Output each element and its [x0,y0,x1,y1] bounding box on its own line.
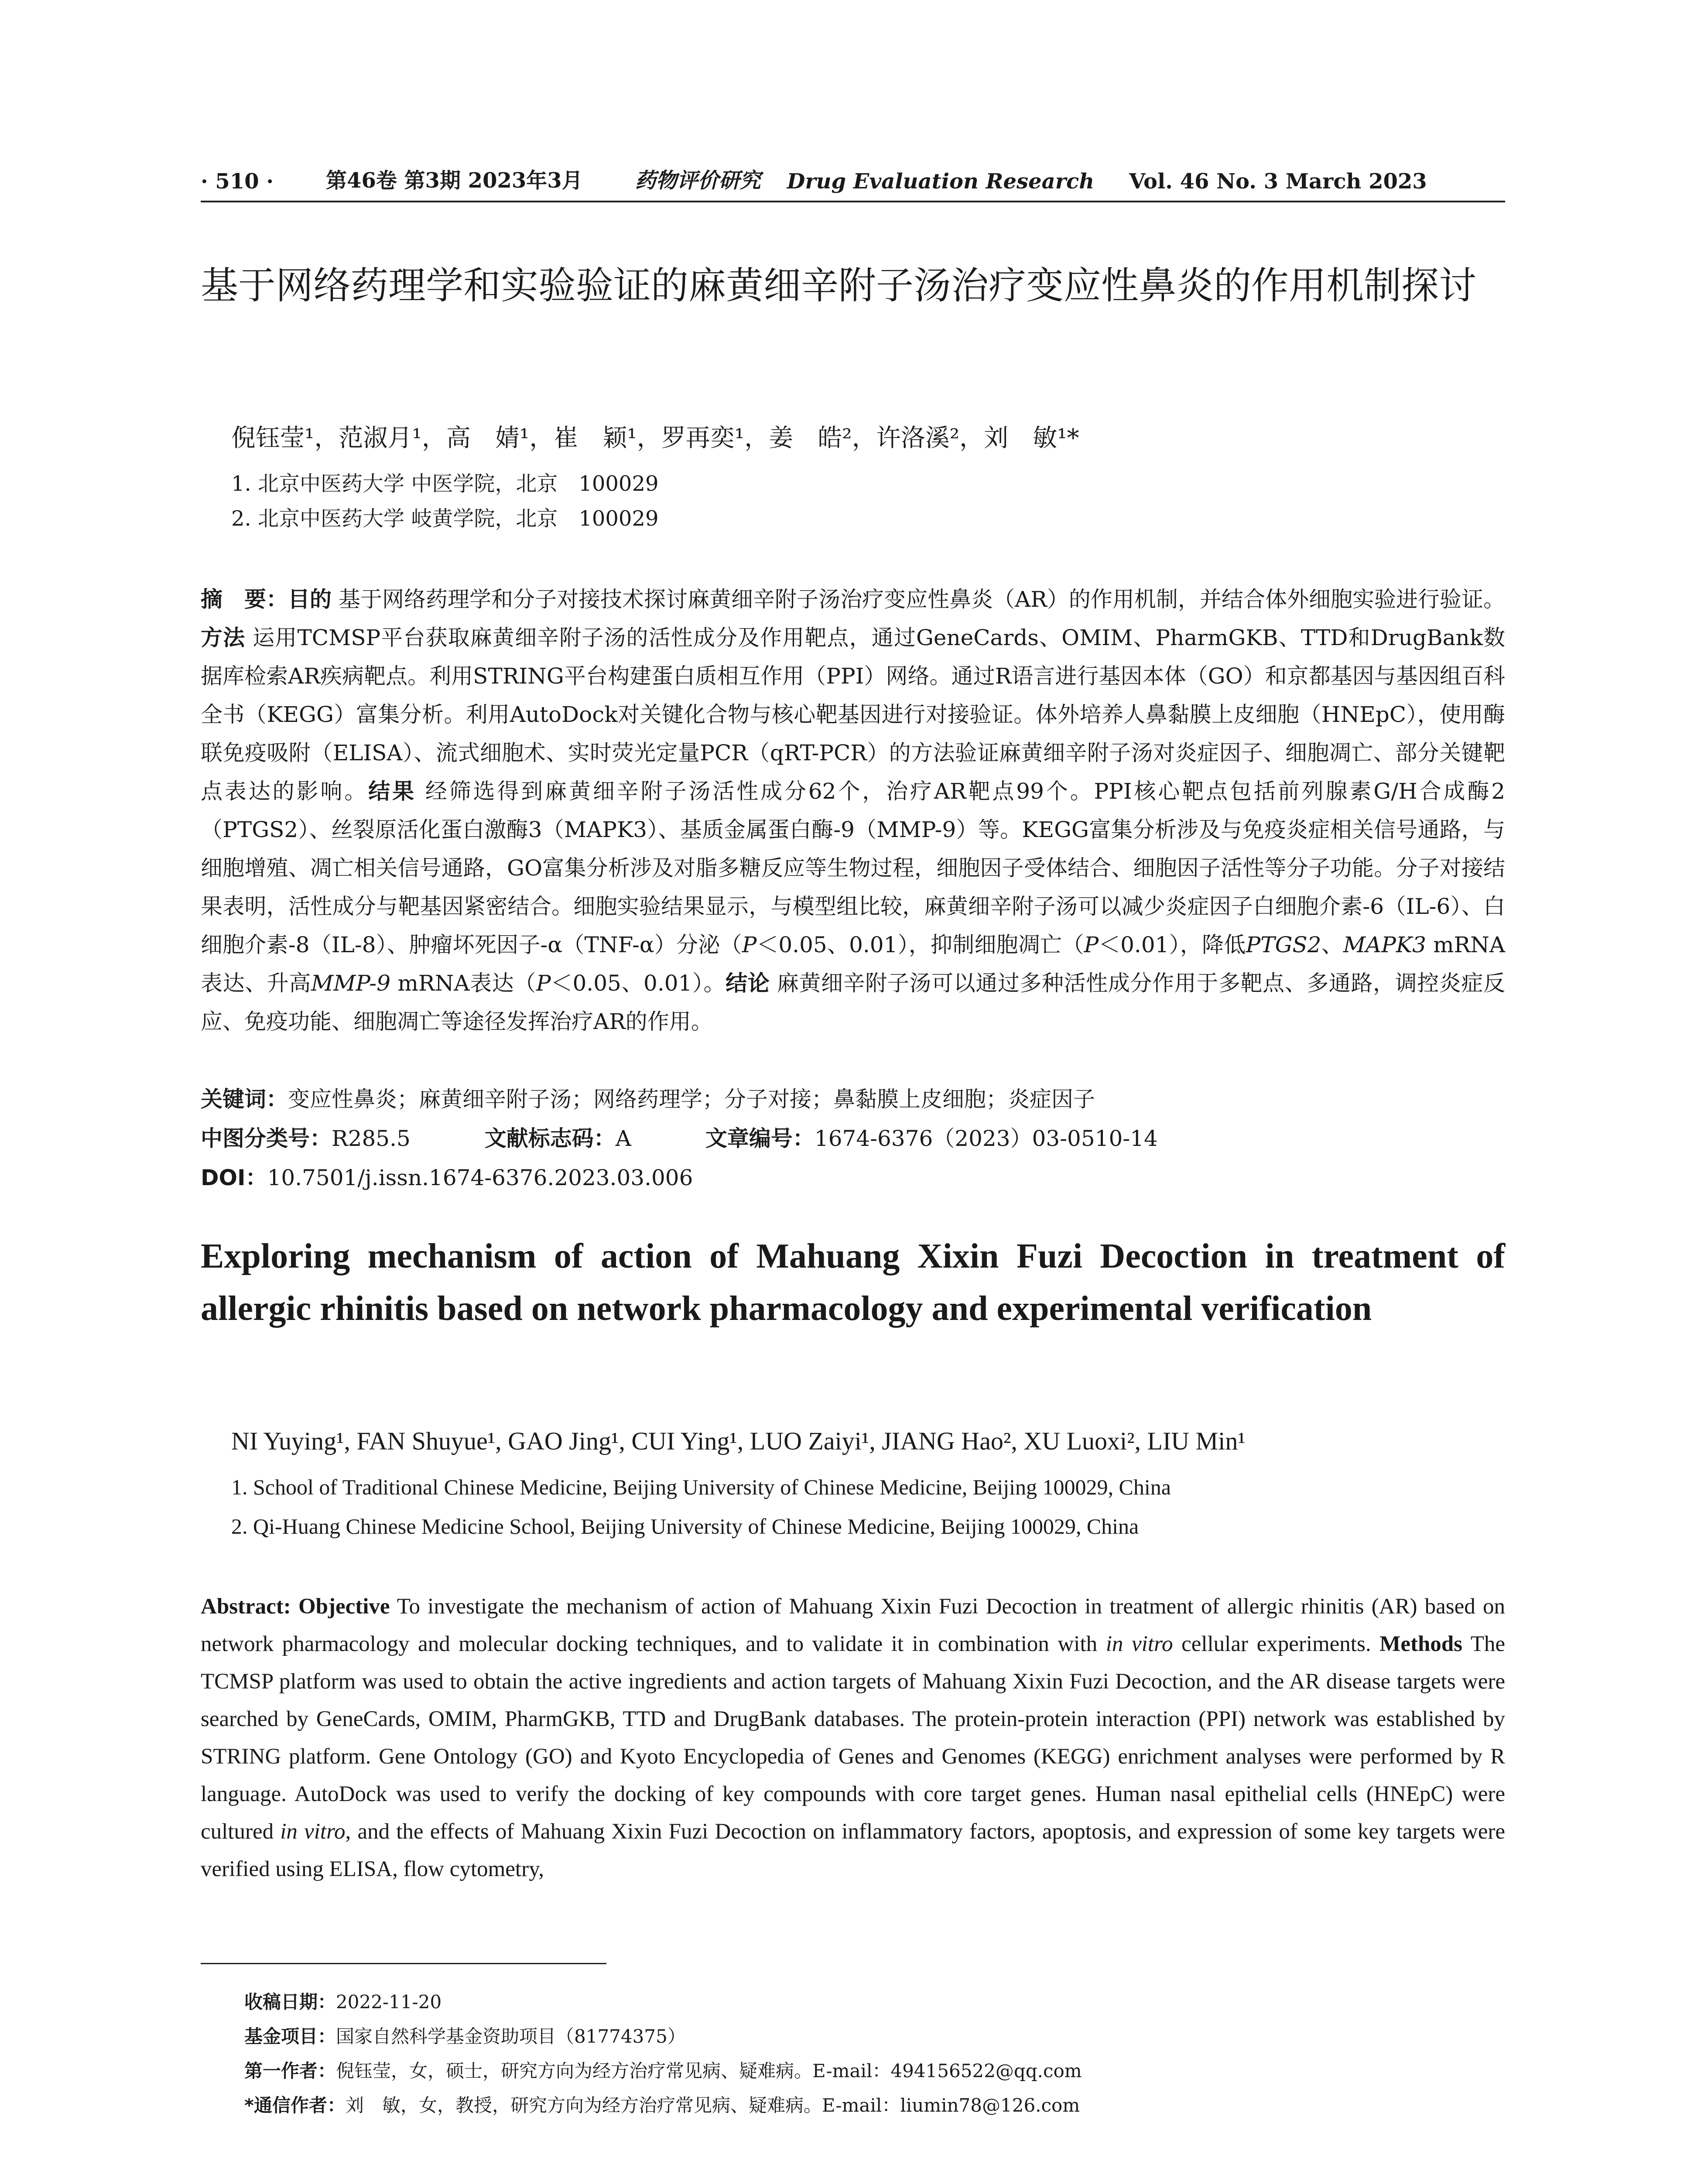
in-vitro-term: in vitro [280,1819,346,1844]
objective-text: 基于网络药理学和分子对接技术探讨麻黄细辛附子汤治疗变应性鼻炎（AR）的作用机制，并结合体外细胞实验进行验证。 [332,587,1506,612]
results-text: 、 [1321,932,1343,957]
clc-label: 中图分类号： [201,1126,332,1151]
affiliation-cn-2: 2. 北京中医药大学 岐黄学院，北京 100029 [231,506,659,531]
article-no-label: 文章编号： [705,1126,815,1151]
gene-name: MAPK3 [1343,932,1426,957]
conclusion-label: 结论 [726,971,770,996]
in-vitro-term: in vitro [1106,1632,1173,1656]
doi: 10.7501/j.issn.1674-6376.2023.03.006 [267,1165,693,1190]
first-author-label: 第一作者： [244,2060,336,2082]
methods-text-en: The TCMSP platform was used to obtain the active ingredients and action targets of Mahuang Xixin Fuzi Decoction, and the AR disease targets were searched by GeneCards, OMIM, PharmGKB, TTD and DrugBank databases. The protein-protein interaction (PPI) network was established by STRING platform. Gene Ontology (GO) and Kyoto Encyclopedia of Genes and Genomes (KEGG) enrichment analyses were performed by R language. AutoDock was used to verify the docking of key compounds with core target genes. Human nasal epithelial cells (HNEpC) were cultured [201,1632,1506,1844]
keywords-line [201,1082,1095,1113]
doi-line [201,1160,693,1192]
fund-label: 基金项目： [244,2026,336,2047]
received-date: 2022-11-20 [336,1991,442,2013]
gene-name: PTGS2 [1246,932,1321,957]
keywords-label: 关键词： [201,1087,288,1112]
clc-code: R285.5 [332,1126,411,1151]
classification-line [201,1121,1158,1152]
methods-label: 方法 [201,625,246,650]
keywords: 变应性鼻炎；麻黄细辛附子汤；网络药理学；分子对接；鼻黏膜上皮细胞；炎症因子 [288,1087,1095,1112]
corresponding-text: 刘 敏，女，教授，研究方向为经方治疗常见病、疑难病。E-mail：liumin78@126.com [345,2095,1080,2116]
authors-en: NI Yuying¹, FAN Shuyue¹, GAO Jing¹, CUI Ying¹, LUO Zaiyi¹, JIANG Hao², XU Luoxi², LIU Min¹ [231,1427,1246,1455]
results-text: mRNA表达、升高 [201,932,1505,996]
results-text: ＜0.01），降低 [1099,932,1246,957]
doi-label: DOI： [201,1165,267,1190]
doc-code: A [615,1126,631,1151]
page-number: · 510 · [201,169,274,194]
footnote-corresponding [244,2088,1082,2123]
journal-name-en: Drug Evaluation Research [787,169,1095,194]
conclusion-text: 麻黄细辛附子汤可以通过多种活性成分作用于多靶点、多通路，调控炎症反应、免疫功能、细胞凋亡等途径发挥治疗AR的作用。 [201,971,1506,1034]
affiliation-en-2: 2. Qi-Huang Chinese Medicine School, Beijing University of Chinese Medicine, Beijing 100029, China [231,1514,1139,1538]
footnote-received [244,1985,1082,2019]
abstract-cn [201,580,1505,1041]
doc-code-label: 文献标志码： [484,1126,616,1151]
results-text: 经筛选得到麻黄细辛附子汤活性成分62个，治疗AR靶点99个。PPI核心靶点包括前列腺素G/H合成酶2（PTGS2）、丝裂原活化蛋白激酶3（MAPK3）、基质金属蛋白酶-9（MMP-9）等。KEGG富集分析涉及与免疫炎症相关信号通路，与细胞增殖、凋亡相关信号通路，GO富集分析涉及对脂多糖反应等生物过程，细胞因子受体结合、细胞因子活性等分子功能。分子对接结果表明，活性成分与靶基因紧密结合。细胞实验结果显示，与模型组比较，麻黄细辛附子汤可以减少炎症因子白细胞介素-6（IL-6）、白细胞介素-8（IL-8）、肿瘤坏死因子-α（TNF-α）分泌（ [201,779,1506,957]
first-author-text: 倪钰莹，女，硕士，研究方向为经方治疗常见病、疑难病。E-mail：494156522@qq.com [336,2060,1082,2082]
article-no: 1674-6376（2023）03-0510-14 [814,1126,1158,1151]
objective-text-en: To investigate the mechanism of action of Mahuang Xixin Fuzi Decoction in treatment of allergic rhinitis (AR) based on network pharmacology and molecular docking techniques, and to validate it in combination with [201,1594,1506,1656]
footnote-first-author [244,2054,1082,2088]
affiliation-en-1: 1. School of Traditional Chinese Medicine, Beijing University of Chinese Medicine, Beijing 100029, China [231,1475,1171,1499]
issue-cn: 第46卷 第3期 2023年3月 [326,168,583,193]
p-symbol: P [1084,932,1099,957]
objective-label-en: Objective [298,1594,390,1619]
methods-text: 运用TCMSP平台获取麻黄细辛附子汤的活性成分及作用靶点，通过GeneCards、OMIM、PharmGKB、TTD和DrugBank数据库检索AR疾病靶点。利用STRING平台构建蛋白质相互作用（PPI）网络。通过R语言进行基因本体（GO）和京都基因与基因组百科全书（KEGG）富集分析。利用AutoDock对关键化合物与核心靶基因进行对接验证。体外培养人鼻黏膜上皮细胞（HNEpC），使用酶联免疫吸附（ELISA）、流式细胞术、实时荧光定量PCR（qRT-PCR）的方法验证麻黄细辛附子汤对炎症因子、细胞凋亡、部分关键靶点表达的影响。 [201,625,1506,804]
gene-name: MMP-9 [311,971,391,996]
running-header [201,166,1505,202]
fund-text: 国家自然科学基金资助项目（81774375） [336,2026,686,2047]
results-text: ＜0.05、0.01）。 [551,971,726,996]
received-label: 收稿日期： [244,1991,336,2013]
abstract-en-label: Abstract: [201,1594,291,1619]
title-en: Exploring mechanism of action of Mahuang Xixin Fuzi Decoction in treatment of allergic rhinitis based on network pharmacology and experimental verification [201,1237,1505,1328]
affiliation-cn-1: 1. 北京中医药大学 中医学院，北京 100029 [231,472,659,496]
footnote-divider [201,1963,606,1964]
methods-label-en: Methods [1379,1632,1463,1656]
results-text: mRNA表达（ [390,971,536,996]
methods-text-en: , and the effects of Mahuang Xixin Fuzi Decoction on inflammatory factors, apoptosis, and expression of some key targets were verified using ELISA, flow cytometry, [201,1819,1505,1881]
p-symbol: P [742,932,757,957]
footnotes [244,1985,1082,2123]
authors-cn: 倪钰莹¹，范淑月¹，高 婧¹，崔 颖¹，罗再奕¹，姜 皓²，许洛溪²，刘 敏¹* [231,424,1079,452]
corresponding-label: *通信作者： [244,2095,346,2116]
p-symbol: P [536,971,551,996]
objective-text-en: cellular experiments. [1173,1632,1380,1656]
results-text: ＜0.05、0.01），抑制细胞凋亡（ [756,932,1084,957]
results-label: 结果 [368,779,416,804]
footnote-fund [244,2019,1082,2054]
journal-logo: 药物评价研究 [635,168,761,193]
abstract-cn-label: 摘 要： [201,587,288,612]
abstract-en [201,1588,1505,1888]
title-cn: 基于网络药理学和实验验证的麻黄细辛附子汤治疗变应性鼻炎的作用机制探讨 [201,264,1476,308]
objective-label: 目的 [288,587,332,612]
issue-en: Vol. 46 No. 3 March 2023 [1129,169,1427,194]
